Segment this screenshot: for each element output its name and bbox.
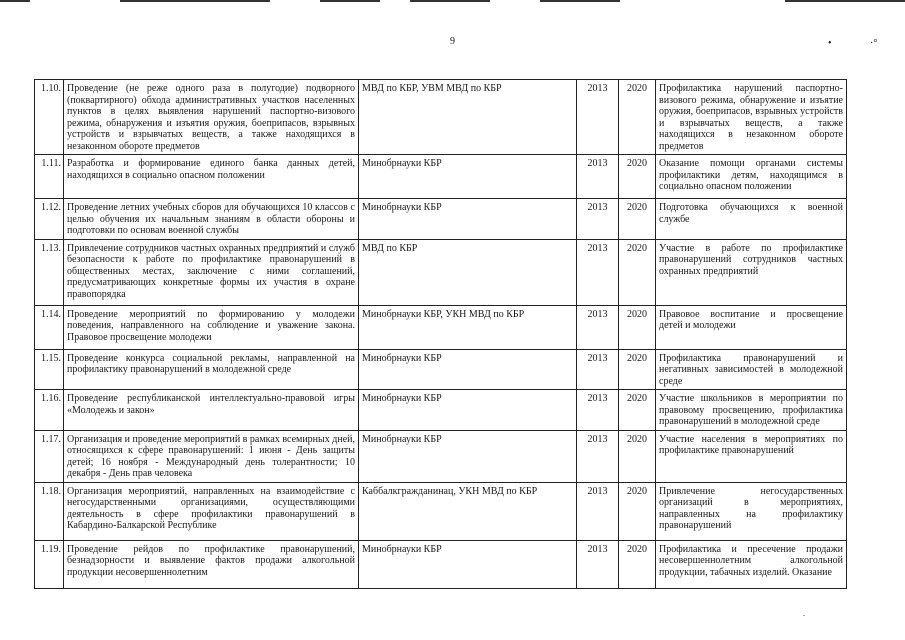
- measures-table: [34, 79, 847, 589]
- table-row: [35, 482, 847, 540]
- expected-result: Привлечение негосударственных организаций в мероприятиях, направленных на профилактику правонарушений: [656, 482, 847, 540]
- measure-description: Привлечение сотрудников частных охранных предприятий и служб безопасности к работе по профилактике правонарушений в общественных местах, заключение с ними соглашений, предусматривающих конкретные формы их участия в охране правопорядка: [64, 239, 359, 305]
- end-year: 2020: [619, 482, 656, 540]
- expected-result: Подготовка обучающихся к военной службе: [656, 199, 847, 240]
- footer-mark: .: [803, 609, 805, 618]
- measure-description: Проведение рейдов по профилактике правонарушений, безнадзорности и выявление фактов продажи алкогольной продукции несовершеннолетним: [64, 540, 359, 588]
- scan-edge-line: [320, 0, 380, 2]
- start-year: 2013: [577, 199, 619, 240]
- end-year: 2020: [619, 199, 656, 240]
- expected-result: Правовое воспитание и просвещение детей и молодежи: [656, 305, 847, 349]
- expected-result: Оказание помощи органами системы профилактики детям, находящимся в социально опасном положении: [656, 155, 847, 199]
- start-year: 2013: [577, 80, 619, 155]
- start-year: 2013: [577, 430, 619, 482]
- corner-mark: •: [828, 38, 832, 49]
- expected-result: Профилактика правонарушений и негативных зависимостей в молодежной среде: [656, 349, 847, 390]
- end-year: 2020: [619, 390, 656, 431]
- expected-result: Профилактика и пресечение продажи несовершеннолетним алкогольной продукции, табачных изделий. Оказание: [656, 540, 847, 588]
- executor: Минобрнауки КБР: [359, 199, 577, 240]
- measure-description: Проведение мероприятий по формированию у молодежи поведения, направленного на соблюдение и уважение закона. Правовое просвещение молодежи: [64, 305, 359, 349]
- row-number: 1.18.: [35, 482, 64, 540]
- executor: Каббалкгражданинац, УКН МВД по КБР: [359, 482, 577, 540]
- measure-description: Проведение (не реже одного раза в полугодие) подворного (поквартирного) обхода административных участков населенных пунктов в целях выявления нарушений паспортно-визового режима, обнаружения и изъятия оружия, боеприпасов, взрывных устройств и взрывчатых веществ, а также находящихся в незаконном обороте предметов: [64, 80, 359, 155]
- table-row: [35, 155, 847, 199]
- executor: Минобрнауки КБР: [359, 390, 577, 431]
- scan-edge-line: [120, 0, 270, 2]
- scan-edge-line: [410, 0, 490, 2]
- corner-mark: ·°: [870, 38, 878, 49]
- executor: Минобрнауки КБР: [359, 430, 577, 482]
- row-number: 1.15.: [35, 349, 64, 390]
- row-number: 1.13.: [35, 239, 64, 305]
- start-year: 2013: [577, 155, 619, 199]
- row-number: 1.12.: [35, 199, 64, 240]
- table-row: [35, 239, 847, 305]
- end-year: 2020: [619, 80, 656, 155]
- row-number: 1.17.: [35, 430, 64, 482]
- end-year: 2020: [619, 349, 656, 390]
- expected-result: Участие в работе по профилактике правонарушений сотрудников частных охранных предприятий: [656, 239, 847, 305]
- row-number: 1.16.: [35, 390, 64, 431]
- end-year: 2020: [619, 239, 656, 305]
- measure-description: Проведение летних учебных сборов для обучающихся 10 классов с целью обучения их начальным знаниям в области обороны и подготовки по основам военной службы: [64, 199, 359, 240]
- end-year: 2020: [619, 155, 656, 199]
- row-number: 1.11.: [35, 155, 64, 199]
- table-row: [35, 305, 847, 349]
- end-year: 2020: [619, 430, 656, 482]
- expected-result: Профилактика нарушений паспортно-визового режима, обнаружение и изъятие оружия, боеприпасов, взрывных устройств и взрывчатых веществ, а также находящихся в незаконном обороте предметов: [656, 80, 847, 155]
- measure-description: Организация мероприятий, направленных на взаимодействие с негосударственными организациями, осуществляющими деятельность в сфере профилактики правонарушений в Кабардино-Балкарской Республике: [64, 482, 359, 540]
- row-number: 1.19.: [35, 540, 64, 588]
- table-row: [35, 80, 847, 155]
- table-row: [35, 199, 847, 240]
- page-number: 9: [450, 36, 455, 47]
- start-year: 2013: [577, 390, 619, 431]
- table-row: [35, 540, 847, 588]
- start-year: 2013: [577, 540, 619, 588]
- measure-description: Проведение республиканской интеллектуально-правовой игры «Молодежь и закон»: [64, 390, 359, 431]
- scan-edge-line: [0, 0, 30, 2]
- scan-edge-line: [785, 0, 905, 2]
- executor: МВД по КБР, УВМ МВД по КБР: [359, 80, 577, 155]
- row-number: 1.14.: [35, 305, 64, 349]
- executor: Минобрнауки КБР: [359, 540, 577, 588]
- executor: Минобрнауки КБР: [359, 349, 577, 390]
- measure-description: Разработка и формирование единого банка данных детей, находящихся в социально опасном положении: [64, 155, 359, 199]
- executor: МВД по КБР: [359, 239, 577, 305]
- table-row: [35, 349, 847, 390]
- scan-edge-line: [540, 0, 620, 2]
- end-year: 2020: [619, 305, 656, 349]
- end-year: 2020: [619, 540, 656, 588]
- expected-result: Участие школьников в мероприятии по правовому просвещению, профилактика правонарушений в молодежной среде: [656, 390, 847, 431]
- expected-result: Участие населения в мероприятиях по профилактике правонарушений: [656, 430, 847, 482]
- start-year: 2013: [577, 482, 619, 540]
- row-number: 1.10.: [35, 80, 64, 155]
- table-row: [35, 430, 847, 482]
- table-row: [35, 390, 847, 431]
- start-year: 2013: [577, 239, 619, 305]
- start-year: 2013: [577, 349, 619, 390]
- measure-description: Организация и проведение мероприятий в рамках всемирных дней, относящихся к сфере правонарушений: 1 июня - День защиты детей; 16 ноября - Международный день толерантности; 10 декабря - День прав человека: [64, 430, 359, 482]
- measure-description: Проведение конкурса социальной рекламы, направленной на профилактику правонарушений в молодежной среде: [64, 349, 359, 390]
- executor: Минобрнауки КБР, УКН МВД по КБР: [359, 305, 577, 349]
- start-year: 2013: [577, 305, 619, 349]
- executor: Минобрнауки КБР: [359, 155, 577, 199]
